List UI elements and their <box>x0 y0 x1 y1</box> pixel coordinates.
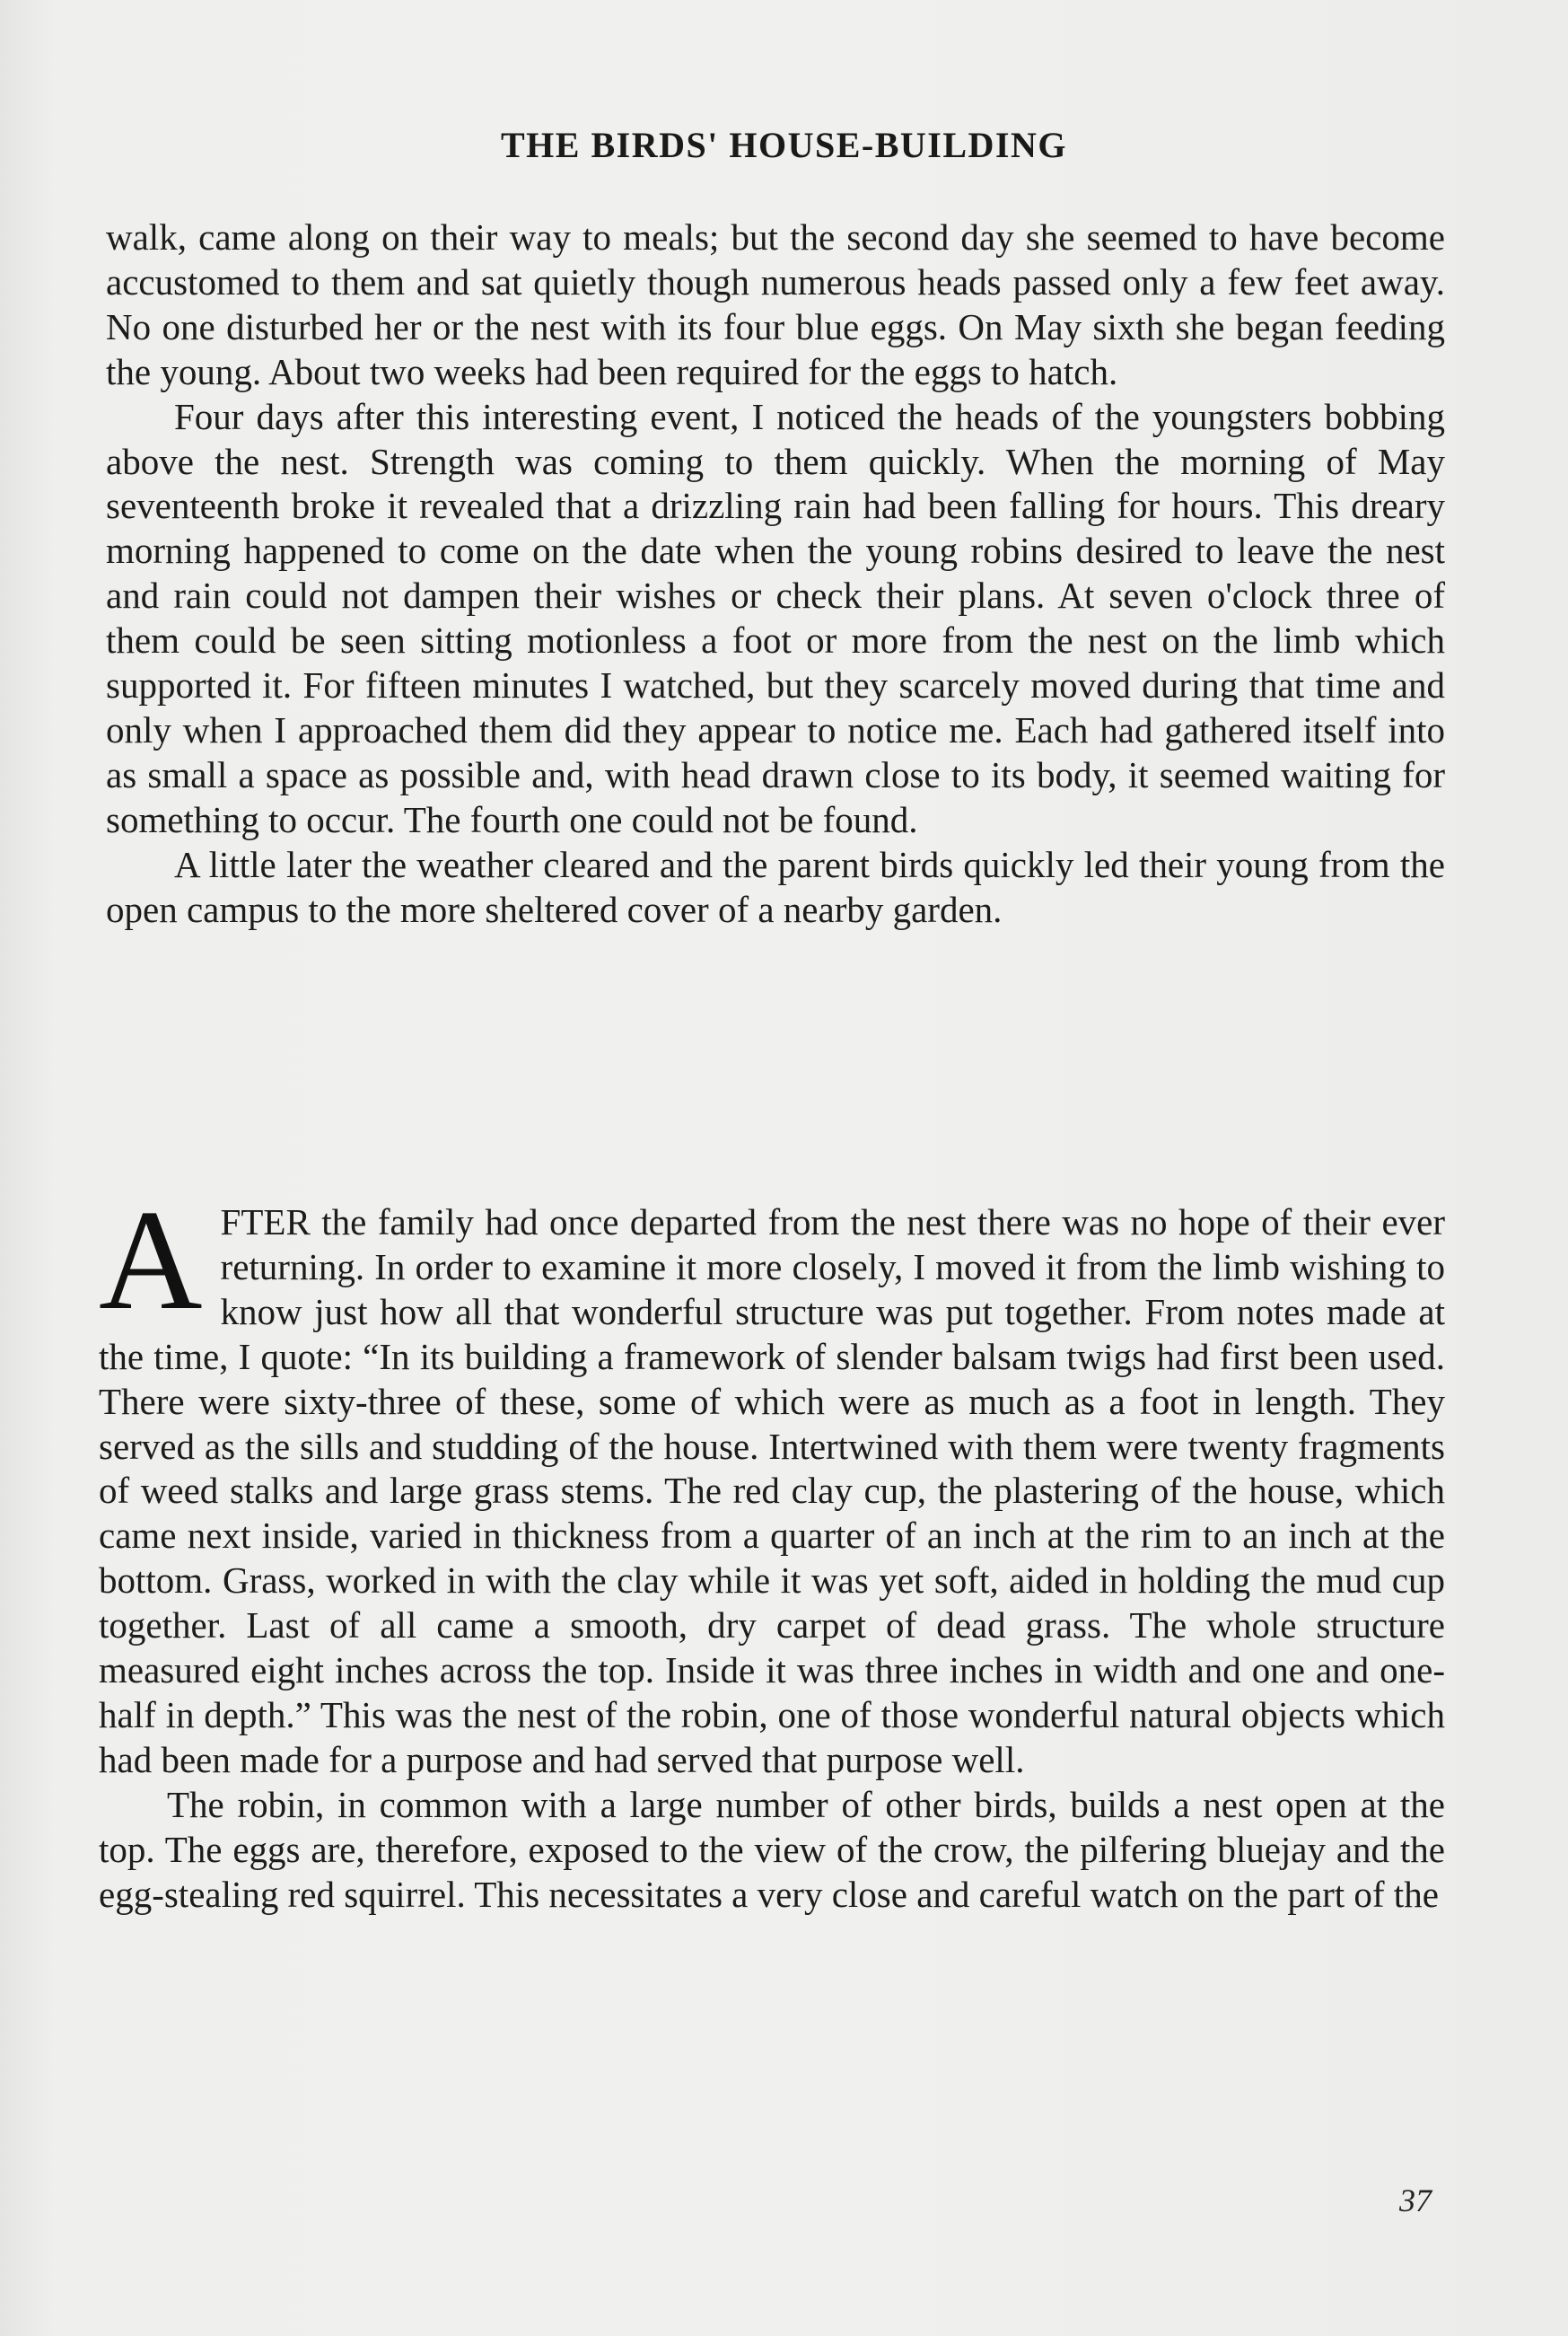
body-text-part-one <box>106 215 1445 933</box>
paragraph-continuation: walk, came along on their way to meals; but the second day she seemed to have become accustomed to them and sat quietly though numerous heads passed only a few feet away. No one disturbed her or the nest with its four blue eggs. On May sixth she began feeding the young. About two weeks had been required for the eggs to hatch. <box>106 216 1445 392</box>
paragraph-open-nest: The robin, in common with a large number of other birds, builds a nest open at the top. The eggs are, therefore, exposed to the view of the crow, the pilfering bluejay and the egg-stealing red squirrel. This necessitates a very close and careful watch on the part of the <box>99 1783 1445 1915</box>
drop-cap-letter: A <box>99 1180 203 1339</box>
body-text-part-two <box>99 1180 1445 1918</box>
page-number: 37 <box>1399 2182 1432 2218</box>
paragraph-nest-structure-text: FTER the family had once departed from the nest there was no hope of their ever returning. In order to examine it more closely, I moved it from the limb wishing to know just how all that wonderful structure was put together. From notes made at the time, I quote: “In its building a framework of slender balsam twigs had first been used. There were sixty-three of these, some of which were as much as a foot in length. They served as the sills and studding of the house. Intertwined with them were twenty fragments of weed stalks and large grass stems. The red clay cup, the plastering of the house, which came next inside, varied in thickness from a quarter of an inch at the rim to an inch at the bottom. Grass, worked in with the clay while it was yet soft, aided in holding the mud cup together. Last of all came a smooth, dry carpet of dead grass. The whole structure measured eight inches across the top. Inside it was three inches in width and one and one-half in depth.” This was the nest of the robin, one of those wonderful natural objects which had been made for a purpose and had served that purpose well. <box>99 1201 1445 1780</box>
paragraph-fledglings: Four days after this interesting event, I noticed the heads of the youngsters bobbing above the nest. Strength was coming to them quickly. When the morning of May seventeenth broke it revealed that a drizzling rain had been falling for hours. This dreary morning happened to come on the date when the young robins desired to leave the nest and rain could not dampen their wishes or check their plans. At seven o'clock three of them could be seen sitting motionless a foot or more from the nest on the limb which supported it. For fifteen minutes I watched, but they scarcely moved during that time and only when I approached them did they appear to notice me. Each had gathered itself into as small a space as possible and, with head drawn close to its body, it seemed waiting for something to occur. The fourth one could not be found. <box>106 395 1445 840</box>
running-head: THE BIRDS' HOUSE-BUILDING <box>501 125 1067 165</box>
paragraph-nest-structure <box>99 1180 1445 1783</box>
paragraph-weather-cleared: A little later the weather cleared and the parent birds quickly led their young from the open campus to the more sheltered cover of a nearby garden. <box>106 843 1445 930</box>
